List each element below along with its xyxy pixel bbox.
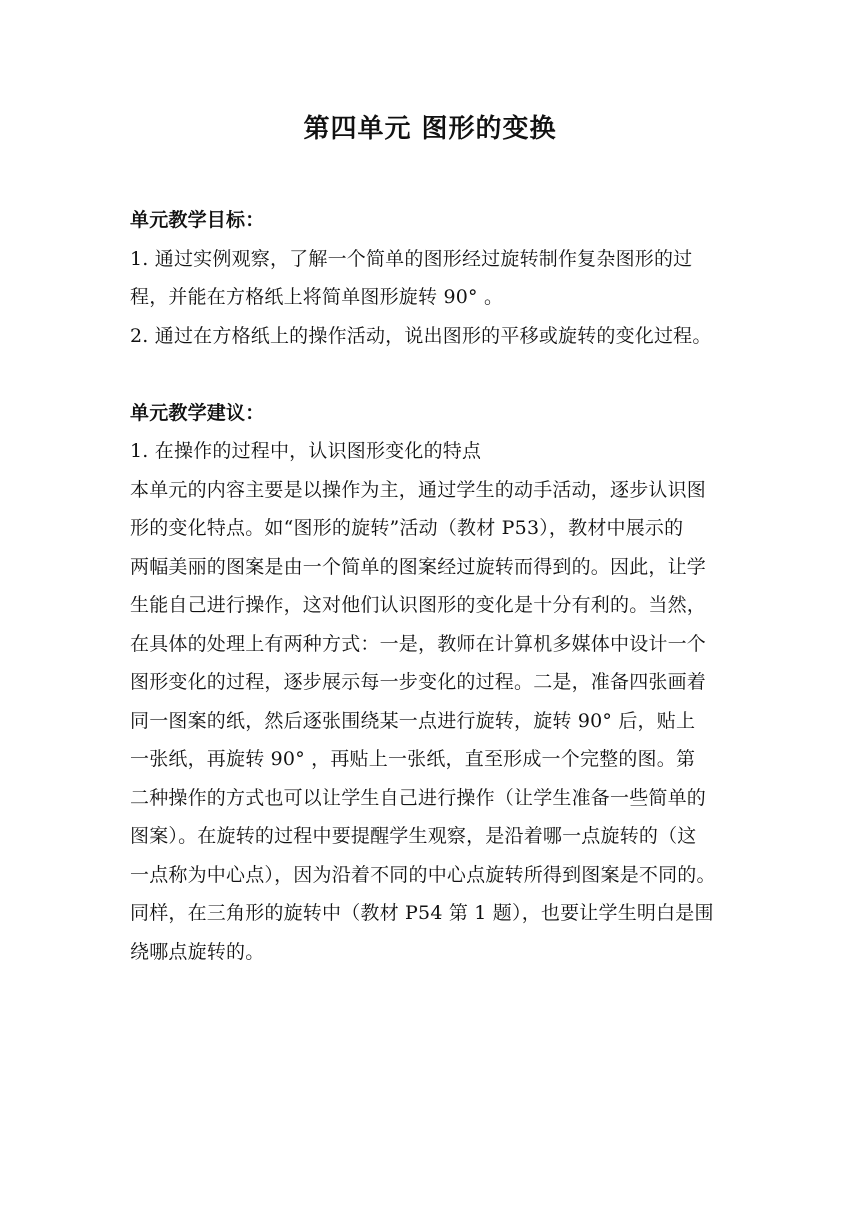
goal-line: 程，并能在方格纸上将简单图形旋转 90° 。: [130, 286, 504, 308]
suggestion-line: 图形变化的过程，逐步展示每一步变化的过程。二是，准备四张画着: [130, 671, 707, 693]
suggestion-line: 在具体的处理上有两种方式：一是，教师在计算机多媒体中设计一个: [130, 632, 707, 655]
suggestion-line: 二种操作的方式也可以让学生自己进行操作（让学生准备一些简单的: [130, 786, 707, 809]
suggestion-line: 一点称为中心点），因为沿着不同的中心点旋转所得到图案是不同的。: [130, 863, 716, 886]
suggestion-line: 绕哪点旋转的。: [130, 940, 265, 963]
goal-line: 2. 通过在方格纸上的操作活动，说出图形的平移或旋转的变化过程。: [130, 324, 712, 347]
suggestion-line: 同样，在三角形的旋转中（教材 P54 第 1 题），也要让学生明白是围: [130, 902, 714, 924]
section-spacer: [130, 355, 732, 394]
suggestion-line: 图案）。在旋转的过程中要提醒学生观察，是沿着哪一点旋转的（这: [130, 825, 697, 847]
suggestion-line: 生能自己进行操作，这对他们认识图形的变化是十分有利的。当然，: [130, 594, 707, 616]
suggestions-heading: 单元教学建议：: [130, 401, 265, 424]
page-title: 第四单元 图形的变换: [303, 114, 557, 144]
suggestion-line: 本单元的内容主要是以操作为主，通过学生的动手活动，逐步认识图: [130, 478, 707, 501]
suggestion-line: 同一图案的纸，然后逐张围绕某一点进行旋转，旋转 90° 后，贴上: [130, 709, 696, 732]
goals-heading: 单元教学目标：: [130, 209, 265, 231]
suggestion-line: 一张纸，再旋转 90° ，再贴上一张纸，直至形成一个完整的图。第: [130, 748, 696, 770]
goal-line: 1. 通过实例观察，了解一个简单的图形经过旋转制作复杂图形的过: [130, 247, 693, 270]
suggestion-line: 形的变化特点。如“图形的旋转”活动（教材 P53），教材中展示的: [130, 517, 684, 539]
suggestion-line: 两幅美丽的图案是由一个简单的图案经过旋转而得到的。因此，让学: [130, 555, 707, 578]
suggestion-line: 1. 在操作的过程中，认识图形变化的特点: [130, 440, 482, 462]
document-body: [130, 201, 732, 971]
